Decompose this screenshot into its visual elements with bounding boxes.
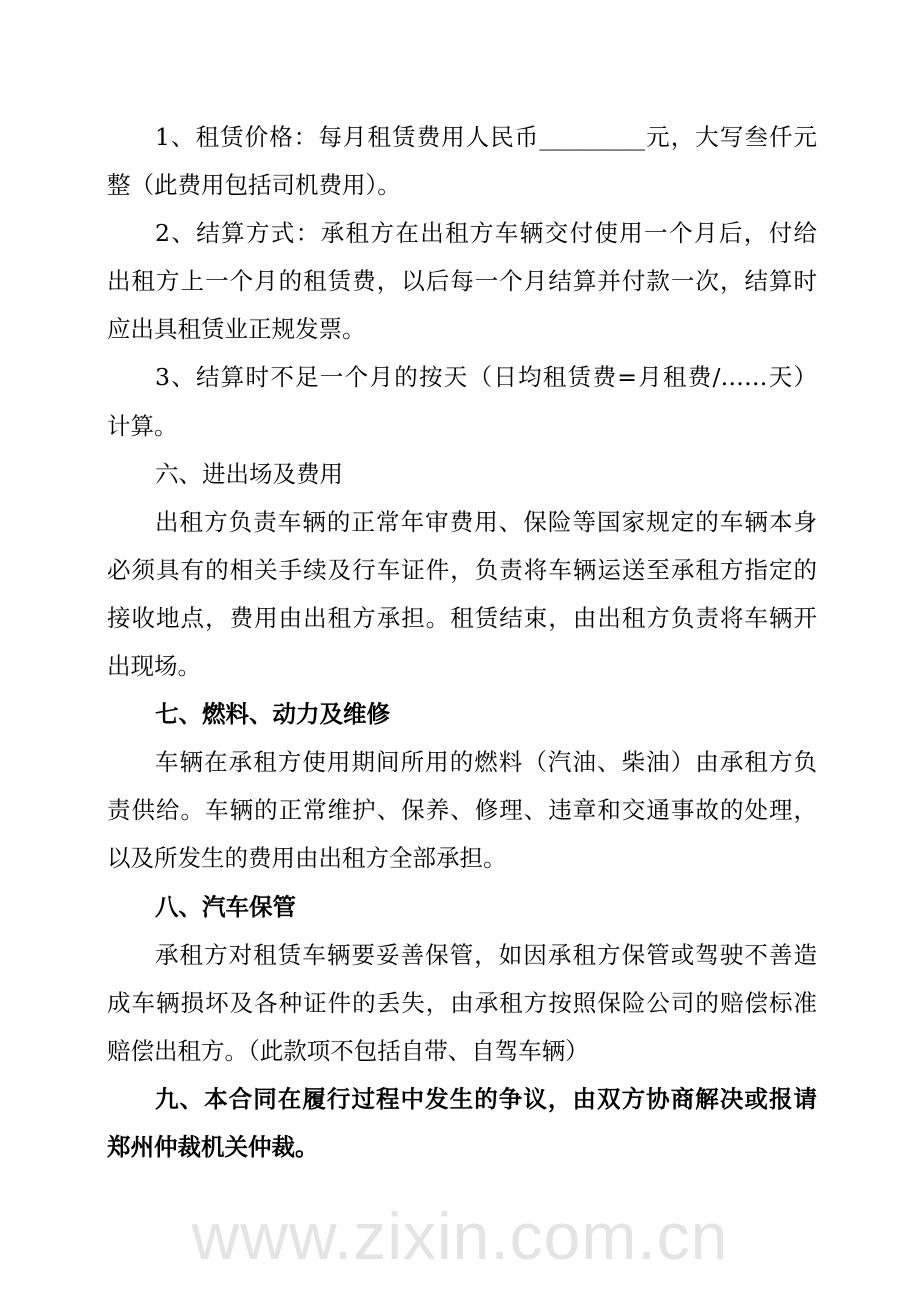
text-line: 八、汽车保管	[155, 892, 296, 921]
text-line: 六、进出场及费用	[155, 459, 343, 488]
paragraph	[107, 1075, 817, 1171]
paragraph	[107, 113, 817, 209]
text-line: 赔偿出租方。（此款项不包括自带、自驾车辆）	[107, 1036, 589, 1065]
text-line: 1、租赁价格：每月租赁费用人民币_________元，大写叁仟元	[155, 123, 817, 151]
paragraph	[107, 690, 817, 738]
text-line: 出租方上一个月的租赁费，以后每一个月结算并付款一次，结算时	[107, 267, 817, 296]
paragraph	[107, 209, 817, 353]
paragraph	[107, 498, 817, 690]
text-line: 七、燃料、动力及维修	[155, 700, 390, 729]
paragraph	[107, 931, 817, 1075]
text-line: 计算。	[107, 411, 178, 440]
text-line: 整（此费用包括司机费用）。	[107, 171, 401, 200]
paragraph	[107, 883, 817, 931]
text-line: 成车辆损坏及各种证件的丢失，由承租方按照保险公司的赔偿标准	[107, 988, 817, 1017]
text-line: 以及所发生的费用由出租方全部承担。	[107, 844, 507, 873]
paragraph	[107, 353, 817, 449]
text-line: 责供给。车辆的正常维护、保养、修理、违章和交通事故的处理，	[107, 796, 817, 825]
text-line: 必须具有的相关手续及行车证件，负责将车辆运送至承租方指定的	[107, 555, 817, 584]
text-line: 出现场。	[107, 652, 201, 681]
paragraph	[107, 450, 817, 498]
watermark: www.zixin.com.cn	[191, 1199, 729, 1273]
text-line: 接收地点，费用由出租方承担。租赁结束，由出租方负责将车辆开	[107, 603, 817, 632]
text-line: 2、结算方式：承租方在出租方车辆交付使用一个月后，付给	[155, 219, 817, 248]
text-line: 车辆在承租方使用期间所用的燃料（汽油、柴油）由承租方负	[155, 748, 817, 777]
text-line: 出租方负责车辆的正常年审费用、保险等国家规定的车辆本身	[155, 507, 817, 536]
paragraph	[107, 738, 817, 882]
document-body	[107, 113, 817, 1171]
text-line: 郑州仲裁机关仲裁。	[107, 1132, 319, 1161]
text-line: 承租方对租赁车辆要妥善保管，如因承租方保管或驾驶不善造	[155, 940, 817, 969]
text-line: 应出具租赁业正规发票。	[107, 315, 366, 344]
text-line: 九、本合同在履行过程中发生的争议，由双方协商解决或报请	[155, 1084, 817, 1113]
text-line: 3、结算时不足一个月的按天（日均租赁费=月租费/……天）	[155, 363, 817, 392]
